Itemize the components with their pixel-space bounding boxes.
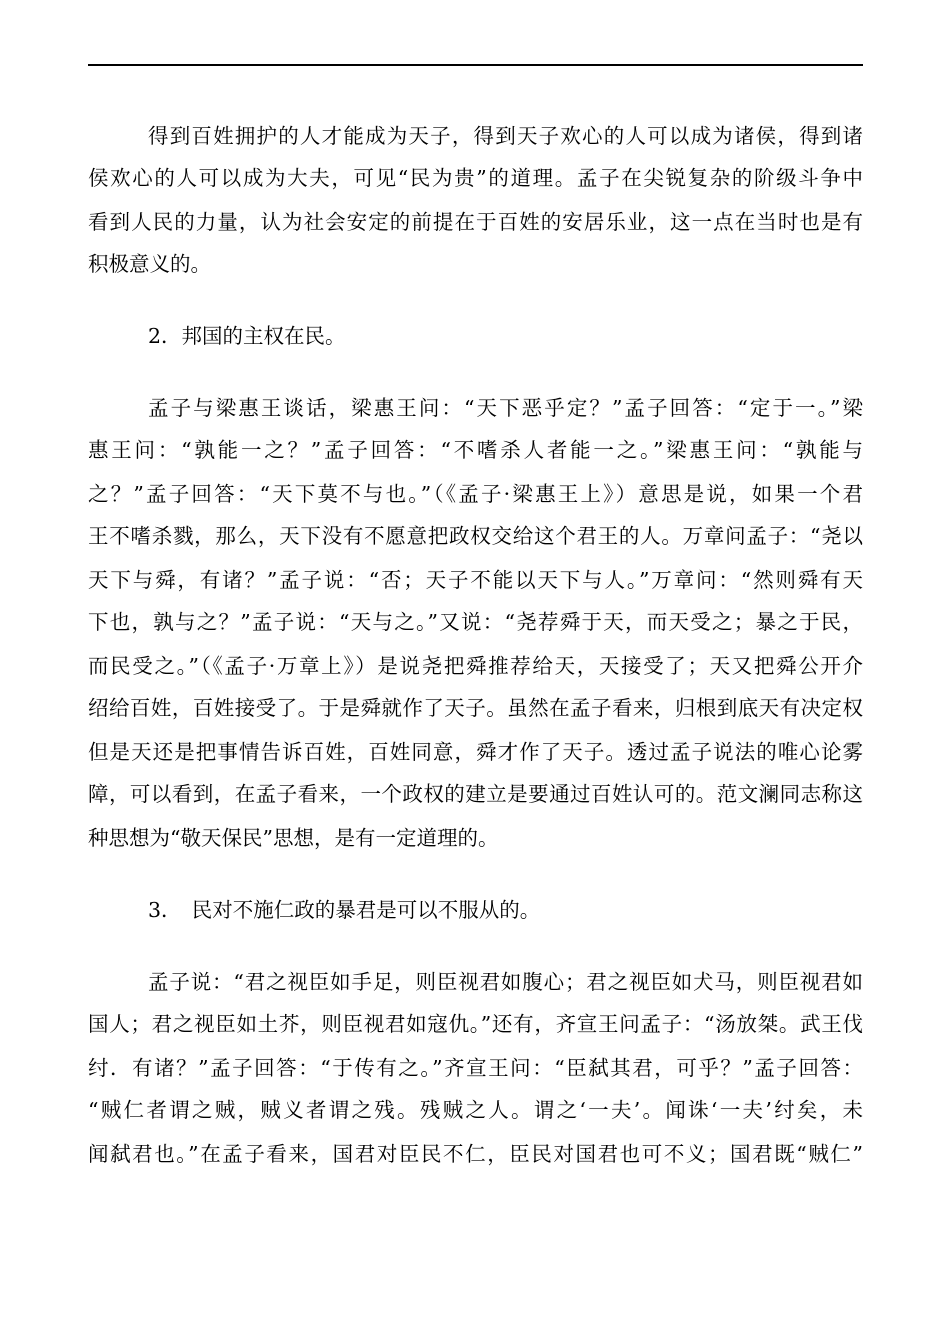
para2-line-10: 障，可以看到，在孟子看来，一个政权的建立是要通过百姓认可的。范文澜同志称这: [88, 782, 863, 806]
para2-line-3: 之？”孟子回答：“天下莫不与也。”（《孟子·梁惠王上》）意思是说，如果一个君: [88, 482, 863, 506]
para2-line-4: 王不嗜杀戮，那么，天下没有不愿意把政权交给这个君王的人。万章问孟子：“尧以: [88, 524, 863, 548]
para3-line-4: “贼仁者谓之贼，贼义者谓之残。残贼之人。谓之‘一夫’。闻诛‘一夫’纣矣，未: [88, 1098, 863, 1122]
para2-line-7: 而民受之。”（《孟子·万章上》）是说尧把舜推荐给天，天接受了；天又把舜公开介: [88, 654, 863, 678]
para1-line-4: 积极意义的。: [88, 252, 211, 276]
para2-line-5: 天下与舜，有诸？”孟子说：“否；天子不能以天下与人。”万章问：“然则舜有天: [88, 568, 863, 592]
para1-line-3: 看到人民的力量，认为社会安定的前提在于百姓的安居乐业，这一点在当时也是有: [88, 210, 863, 234]
para2-line-9: 但是天还是把事情告诉百姓，百姓同意，舜才作了天子。透过孟子说法的唯心论雾: [88, 740, 863, 764]
para1-line-2: 侯欢心的人可以成为大夫，可见“民为贵”的道理。孟子在尖锐复杂的阶级斗争中: [88, 166, 863, 190]
section-heading-2: 2．邦国的主权在民。: [148, 324, 346, 348]
section-heading-3: 3． 民对不施仁政的暴君是可以不服从的。: [148, 898, 541, 922]
para2-line-2: 惠王问：“孰能一之？”孟子回答：“不嗜杀人者能一之。”梁惠王问：“孰能与: [88, 438, 863, 462]
header-rule: [88, 64, 863, 66]
para3-line-1: 孟子说：“君之视臣如手足，则臣视君如腹心；君之视臣如犬马，则臣视君如: [148, 970, 863, 994]
para1-line-1: 得到百姓拥护的人才能成为天子，得到天子欢心的人可以成为诸侯，得到诸: [148, 124, 863, 148]
para2-line-1: 孟子与梁惠王谈话，梁惠王问：“天下恶乎定？”孟子回答：“定于一。”梁: [148, 396, 863, 420]
para2-line-8: 绍给百姓，百姓接受了。于是舜就作了天子。虽然在孟子看来，归根到底天有决定权: [88, 696, 863, 720]
para3-line-3: 纣．有诸？”孟子回答：“于传有之。”齐宣王问：“臣弑其君，可乎？”孟子回答：: [88, 1056, 863, 1080]
para3-line-2: 国人；君之视臣如土芥，则臣视君如寇仇。”还有，齐宣王问孟子：“汤放桀。武王伐: [88, 1012, 863, 1036]
para3-line-5: 闻弑君也。”在孟子看来，国君对臣民不仁，臣民对国君也可不义；国君既“贼仁”: [88, 1142, 863, 1166]
para2-line-6: 下也，孰与之？”孟子说：“天与之。”又说：“尧荐舜于天，而天受之；暴之于民，: [88, 610, 863, 634]
para2-line-11: 种思想为“敬天保民”思想，是有一定道理的。: [88, 826, 499, 850]
